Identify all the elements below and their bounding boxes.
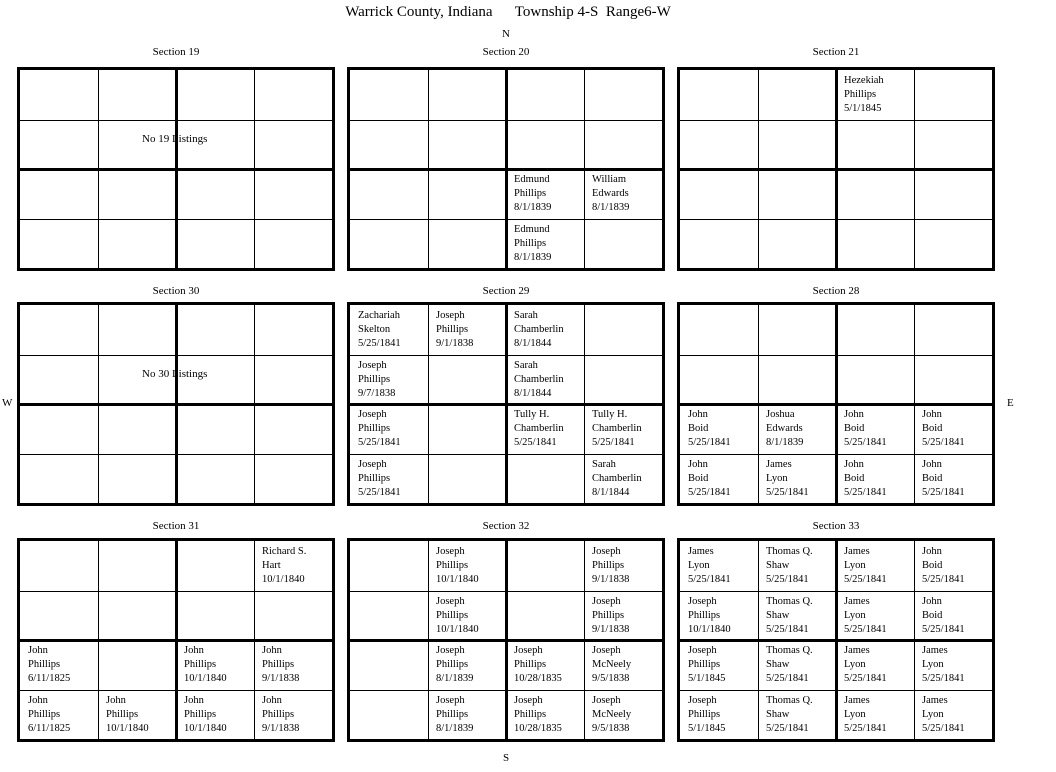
land-entry [688, 545, 731, 587]
land-entry [592, 644, 631, 686]
entry-surname: Chamberlin [514, 374, 564, 385]
entry-given-name: John [844, 409, 864, 420]
entry-surname: Phillips [358, 473, 391, 484]
land-entry [262, 545, 306, 587]
entry-given-name: James [688, 546, 714, 557]
entry-date: 9/7/1838 [358, 388, 396, 399]
entry-surname: Shaw [766, 659, 790, 670]
entry-date: 9/5/1838 [592, 723, 630, 734]
land-entry [514, 408, 564, 450]
quarter-line-horizontal [680, 219, 992, 220]
entry-given-name: Joseph [358, 360, 387, 371]
land-entry [514, 694, 562, 736]
entry-surname: Lyon [766, 473, 788, 484]
half-line-horizontal [680, 639, 992, 642]
section-label: Section 30 [152, 285, 200, 297]
entry-given-name: Joseph [358, 409, 387, 420]
entry-surname: Phillips [514, 188, 547, 199]
entry-given-name: John [184, 645, 204, 656]
entry-given-name: James [844, 596, 870, 607]
entry-date: 5/25/1841 [922, 437, 965, 448]
entry-given-name: John [922, 546, 942, 557]
compass-south: S [503, 752, 510, 764]
entry-date: 5/25/1841 [844, 723, 887, 734]
land-entry [436, 595, 479, 637]
entry-surname: Phillips [688, 610, 721, 621]
no-listings-note: No 19 Listings [142, 133, 208, 145]
entry-surname: McNeely [592, 709, 632, 720]
entry-surname: Shaw [766, 560, 790, 571]
entry-surname: Phillips [262, 659, 295, 670]
entry-surname: Lyon [688, 560, 710, 571]
entry-surname: Phillips [262, 709, 295, 720]
entry-given-name: Sarah [514, 310, 538, 321]
entry-date: 5/25/1841 [766, 624, 809, 635]
entry-given-name: Tully H. [592, 409, 628, 420]
quarter-line-horizontal [20, 219, 332, 220]
entry-date: 5/25/1841 [358, 437, 401, 448]
section-grid [677, 538, 995, 742]
land-entry [358, 309, 401, 351]
entry-given-name: Joseph [436, 695, 465, 706]
entry-date: 10/1/1840 [106, 723, 149, 734]
land-entry [514, 173, 551, 215]
entry-given-name: Thomas Q. [766, 695, 813, 706]
entry-date: 5/25/1841 [922, 723, 965, 734]
entry-given-name: Tully H. [514, 409, 550, 420]
entry-given-name: John [262, 695, 282, 706]
entry-given-name: Joseph [436, 645, 465, 656]
entry-given-name: Sarah [592, 459, 616, 470]
entry-date: 5/25/1841 [766, 574, 809, 585]
land-entry [262, 644, 299, 686]
land-entry [688, 694, 725, 736]
entry-surname: Boid [922, 560, 943, 571]
entry-date: 8/1/1844 [514, 388, 552, 399]
land-entry [844, 694, 887, 736]
entry-surname: McNeely [592, 659, 632, 670]
entry-surname: Phillips [184, 709, 217, 720]
entry-given-name: John [688, 459, 708, 470]
land-entry [514, 309, 564, 351]
section-grid [347, 302, 665, 506]
land-entry [766, 545, 813, 587]
land-entry [688, 408, 731, 450]
land-entry [922, 458, 965, 500]
entry-date: 10/1/1840 [184, 673, 227, 684]
land-entry [358, 359, 395, 401]
half-line-horizontal [350, 403, 662, 406]
entry-surname: Boid [688, 473, 709, 484]
land-entry [844, 408, 887, 450]
entry-surname: Phillips [106, 709, 139, 720]
entry-given-name: John [922, 409, 942, 420]
entry-given-name: John [922, 459, 942, 470]
entry-date: 8/1/1844 [592, 487, 630, 498]
entry-given-name: Joseph [358, 459, 387, 470]
land-entry [592, 595, 629, 637]
entry-given-name: Hezekiah [844, 75, 884, 86]
entry-surname: Phillips [436, 560, 469, 571]
half-line-horizontal [20, 639, 332, 642]
entry-date: 8/1/1839 [592, 202, 630, 213]
entry-date: 8/1/1844 [514, 338, 552, 349]
land-entry [844, 545, 887, 587]
entry-date: 10/1/1840 [184, 723, 227, 734]
entry-given-name: Joseph [436, 546, 465, 557]
entry-date: 8/1/1839 [766, 437, 804, 448]
entry-given-name: Thomas Q. [766, 546, 813, 557]
land-entry [106, 694, 149, 736]
entry-date: 10/1/1840 [436, 574, 479, 585]
section-label: Section 19 [152, 46, 200, 58]
land-entry [844, 458, 887, 500]
quarter-line-horizontal [350, 454, 662, 455]
land-entry [766, 595, 813, 637]
land-entry [358, 408, 401, 450]
entry-date: 5/25/1841 [592, 437, 635, 448]
entry-surname: Lyon [844, 560, 866, 571]
entry-date: 5/25/1841 [766, 673, 809, 684]
entry-given-name: John [184, 695, 204, 706]
entry-surname: Phillips [28, 709, 61, 720]
land-entry [688, 644, 725, 686]
entry-surname: Skelton [358, 324, 391, 335]
entry-date: 5/25/1841 [844, 487, 887, 498]
half-line-horizontal [350, 168, 662, 171]
quarter-line-vertical [584, 305, 585, 503]
no-listings-note: No 30 Listings [142, 368, 208, 380]
land-entry [28, 694, 70, 736]
compass-west: W [2, 397, 13, 409]
land-entry [358, 458, 401, 500]
section-grid [677, 67, 995, 271]
entry-date: 5/25/1841 [358, 338, 401, 349]
entry-date: 5/25/1841 [766, 487, 809, 498]
land-entry [922, 408, 965, 450]
entry-surname: Chamberlin [514, 423, 564, 434]
land-entry [844, 644, 887, 686]
entry-given-name: John [28, 645, 48, 656]
land-entry [922, 595, 965, 637]
entry-date: 5/25/1841 [844, 673, 887, 684]
land-entry [592, 458, 642, 500]
entry-date: 5/25/1841 [844, 574, 887, 585]
entry-date: 8/1/1839 [436, 723, 474, 734]
entry-given-name: James [844, 546, 870, 557]
entry-date: 8/1/1839 [514, 202, 552, 213]
entry-date: 5/25/1841 [844, 624, 887, 635]
entry-surname: Phillips [688, 709, 721, 720]
entry-date: 5/25/1841 [922, 574, 965, 585]
land-entry [514, 223, 551, 265]
land-entry [514, 644, 562, 686]
quarter-line-vertical [254, 541, 255, 739]
entry-surname: Edwards [592, 188, 629, 199]
section-label: Section 32 [482, 520, 530, 532]
land-entry [766, 458, 809, 500]
quarter-line-horizontal [680, 690, 992, 691]
entry-surname: Chamberlin [514, 324, 564, 335]
land-entry [766, 408, 803, 450]
entry-date: 9/1/1838 [262, 723, 300, 734]
entry-date: 10/1/1840 [688, 624, 731, 635]
land-entry [592, 408, 642, 450]
entry-date: 9/5/1838 [592, 673, 630, 684]
land-entry [922, 644, 965, 686]
entry-date: 9/1/1838 [592, 574, 630, 585]
entry-given-name: John [688, 409, 708, 420]
entry-surname: Phillips [358, 423, 391, 434]
entry-surname: Phillips [514, 659, 547, 670]
entry-given-name: Joseph [436, 310, 465, 321]
entry-date: 10/1/1840 [262, 574, 305, 585]
entry-surname: Shaw [766, 709, 790, 720]
entry-given-name: Joshua [766, 409, 795, 420]
entry-surname: Lyon [844, 709, 866, 720]
entry-date: 5/25/1841 [688, 437, 731, 448]
half-line-horizontal [680, 403, 992, 406]
section-label: Section 21 [812, 46, 860, 58]
quarter-line-horizontal [350, 690, 662, 691]
section-label: Section 31 [152, 520, 200, 532]
entry-given-name: John [28, 695, 48, 706]
entry-surname: Phillips [688, 659, 721, 670]
land-entry [436, 694, 473, 736]
quarter-line-vertical [254, 305, 255, 503]
land-entry [436, 644, 473, 686]
half-line-horizontal [20, 168, 332, 171]
entry-date: 5/25/1841 [514, 437, 557, 448]
entry-surname: Chamberlin [592, 423, 642, 434]
section-grid [347, 538, 665, 742]
entry-date: 5/25/1841 [766, 723, 809, 734]
entry-given-name: Joseph [688, 645, 717, 656]
entry-given-name: Joseph [688, 596, 717, 607]
entry-surname: Phillips [844, 89, 877, 100]
compass-east: E [1007, 397, 1014, 409]
entry-given-name: Joseph [514, 645, 543, 656]
entry-given-name: Joseph [688, 695, 717, 706]
land-entry [514, 359, 564, 401]
entry-date: 5/25/1841 [922, 487, 965, 498]
entry-date: 10/28/1835 [514, 673, 562, 684]
entry-surname: Lyon [922, 659, 944, 670]
entry-surname: Hart [262, 560, 281, 571]
entry-date: 9/1/1838 [436, 338, 474, 349]
entry-surname: Boid [922, 610, 943, 621]
entry-date: 5/25/1841 [688, 487, 731, 498]
land-entry [688, 595, 731, 637]
entry-given-name: Edmund [514, 224, 550, 235]
section-grid [17, 302, 335, 506]
land-entry [28, 644, 70, 686]
half-line-horizontal [20, 403, 332, 406]
quarter-line-vertical [914, 541, 915, 739]
entry-surname: Boid [688, 423, 709, 434]
land-entry [262, 694, 299, 736]
entry-given-name: Joseph [436, 596, 465, 607]
half-line-horizontal [350, 639, 662, 642]
entry-surname: Phillips [28, 659, 61, 670]
entry-date: 8/1/1839 [436, 673, 474, 684]
section-grid [17, 538, 335, 742]
entry-surname: Phillips [514, 238, 547, 249]
entry-date: 9/1/1838 [262, 673, 300, 684]
entry-surname: Lyon [844, 659, 866, 670]
quarter-line-horizontal [680, 454, 992, 455]
entry-given-name: Joseph [592, 596, 621, 607]
entry-surname: Phillips [592, 610, 625, 621]
page-title: Warrick County, Indiana Township 4-S Range6-W [345, 4, 671, 20]
entry-given-name: Joseph [592, 695, 621, 706]
entry-surname: Phillips [592, 560, 625, 571]
land-entry [922, 694, 965, 736]
entry-given-name: James [922, 645, 948, 656]
quarter-line-horizontal [20, 454, 332, 455]
entry-surname: Edwards [766, 423, 803, 434]
entry-given-name: James [844, 645, 870, 656]
entry-date: 8/1/1839 [514, 252, 552, 263]
entry-given-name: John [262, 645, 282, 656]
section-label: Section 29 [482, 285, 530, 297]
land-entry [766, 694, 813, 736]
entry-given-name: Thomas Q. [766, 596, 813, 607]
entry-given-name: James [766, 459, 792, 470]
entry-date: 10/28/1835 [514, 723, 562, 734]
entry-date: 6/11/1825 [28, 723, 71, 734]
entry-given-name: Joseph [592, 645, 621, 656]
entry-surname: Phillips [436, 610, 469, 621]
entry-surname: Boid [844, 423, 865, 434]
land-entry [436, 309, 473, 351]
entry-surname: Phillips [184, 659, 217, 670]
compass-north: N [502, 28, 510, 40]
entry-given-name: Joseph [514, 695, 543, 706]
entry-given-name: James [922, 695, 948, 706]
entry-date: 5/25/1841 [922, 673, 965, 684]
entry-date: 5/25/1841 [688, 574, 731, 585]
entry-given-name: Richard S. [262, 546, 307, 557]
entry-given-name: Joseph [592, 546, 621, 557]
land-entry [436, 545, 479, 587]
entry-date: 5/25/1841 [922, 624, 965, 635]
land-entry [688, 458, 731, 500]
section-grid [17, 67, 335, 271]
quarter-line-vertical [584, 70, 585, 268]
section-label: Section 28 [812, 285, 860, 297]
entry-date: 10/1/1840 [436, 624, 479, 635]
section-grid [677, 302, 995, 506]
land-entry [184, 644, 227, 686]
quarter-line-vertical [584, 541, 585, 739]
entry-given-name: Thomas Q. [766, 645, 813, 656]
entry-surname: Lyon [844, 610, 866, 621]
entry-date: 5/25/1841 [358, 487, 401, 498]
entry-surname: Phillips [514, 709, 547, 720]
land-entry [592, 545, 629, 587]
quarter-line-horizontal [20, 690, 332, 691]
land-entry [592, 173, 629, 215]
entry-date: 9/1/1838 [592, 624, 630, 635]
land-entry [592, 694, 631, 736]
entry-given-name: John [106, 695, 126, 706]
entry-given-name: Edmund [514, 174, 550, 185]
entry-surname: Boid [922, 423, 943, 434]
entry-given-name: John [922, 596, 942, 607]
entry-given-name: William [592, 174, 626, 185]
entry-date: 5/1/1845 [844, 103, 882, 114]
land-entry [184, 694, 227, 736]
entry-surname: Boid [844, 473, 865, 484]
entry-surname: Phillips [436, 659, 469, 670]
entry-given-name: Zachariah [358, 310, 400, 321]
land-entry [844, 74, 884, 116]
land-entry [844, 595, 887, 637]
entry-surname: Shaw [766, 610, 790, 621]
entry-given-name: James [844, 695, 870, 706]
entry-date: 6/11/1825 [28, 673, 71, 684]
quarter-line-horizontal [350, 219, 662, 220]
quarter-line-vertical [914, 70, 915, 268]
entry-surname: Chamberlin [592, 473, 642, 484]
entry-surname: Phillips [436, 709, 469, 720]
land-entry [922, 545, 965, 587]
entry-date: 5/1/1845 [688, 673, 726, 684]
quarter-line-vertical [914, 305, 915, 503]
entry-surname: Lyon [922, 709, 944, 720]
section-label: Section 33 [812, 520, 860, 532]
entry-given-name: John [844, 459, 864, 470]
half-line-horizontal [680, 168, 992, 171]
entry-surname: Boid [922, 473, 943, 484]
entry-given-name: Sarah [514, 360, 538, 371]
entry-date: 5/25/1841 [844, 437, 887, 448]
quarter-line-vertical [254, 70, 255, 268]
entry-surname: Phillips [358, 374, 391, 385]
section-label: Section 20 [482, 46, 530, 58]
entry-date: 5/1/1845 [688, 723, 726, 734]
entry-surname: Phillips [436, 324, 469, 335]
land-entry [766, 644, 813, 686]
section-grid [347, 67, 665, 271]
